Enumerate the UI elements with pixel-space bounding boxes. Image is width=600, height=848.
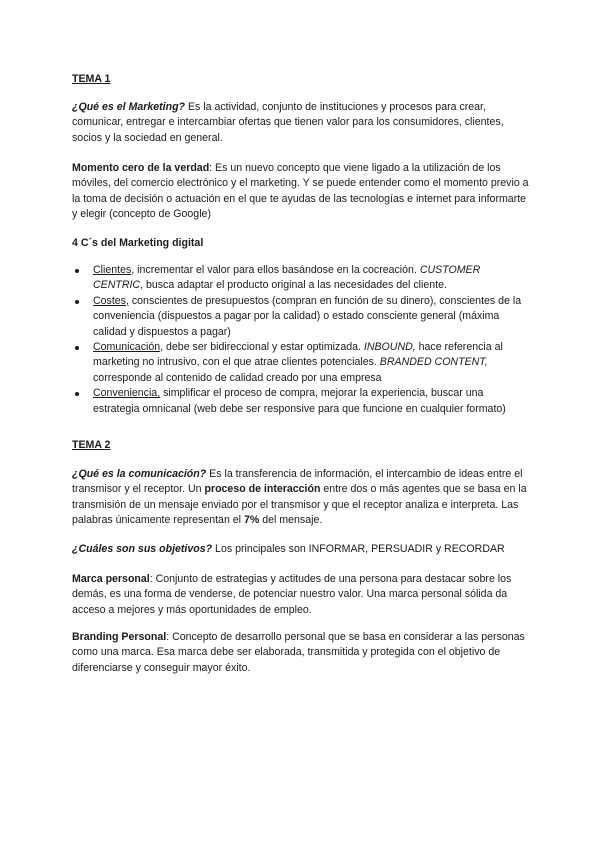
four-cs-heading: 4 C´s del Marketing digital bbox=[72, 237, 204, 249]
objetivos-text: Los principales son INFORMAR, PERSUADIR y RECORDAR bbox=[212, 543, 505, 555]
tema2-heading: TEMA 2 bbox=[72, 439, 111, 451]
term-clientes: Clientes bbox=[93, 264, 132, 276]
branding-personal-text: : Concepto de desarrollo personal que se basa en considerar a las personas como una marca. Esa marca debe ser elaborada, transmitida y protegida con el objetivo de diferenciarse y conseguir mayor éxito. bbox=[72, 631, 525, 674]
term-comunicacion: Comunicación bbox=[93, 341, 161, 354]
comunicacion-label: ¿Qué es la comunicación? bbox=[72, 468, 207, 480]
list-item-comunicacion: Comunicación, debe ser bidireccional y estar optimizada. INBOUND, hace referencia al marketing no intrusivo, con el que atrae clientes potenciales. BRANDED CONTENT, corresponde al contenido de calidad creado por una empresa bbox=[72, 340, 530, 386]
branding-personal-paragraph bbox=[72, 630, 530, 676]
tema1-heading: TEMA 1 bbox=[72, 73, 111, 85]
momento-cero-paragraph bbox=[72, 161, 530, 223]
comunicacion-definition: ¿Qué es la comunicación? Es la transferencia de información, el intercambio de ideas entre el transmisor y el receptor. Un proceso de interacción entre dos o más agentes que se basa en la transmisión de un mensaje enviado por el transmisor y que el receptor analiza e interpreta. Las palabras únicamente representan el 7% del mensaje. bbox=[72, 468, 527, 527]
list-item-costes: Costes, conscientes de presupuestos (compran en función de su dinero), conscientes de la conveniencia (dispuestos a pagar por la calidad) o estado consciente general (máxima calidad y dispuestos a pagar) bbox=[72, 294, 530, 340]
branded-content-term: BRANDED CONTENT, bbox=[379, 356, 488, 369]
marketing-definition-label: ¿Qué es el Marketing? bbox=[72, 101, 186, 113]
term-conveniencia: Conveniencia, bbox=[93, 387, 161, 400]
list-item-clientes: Clientes, incrementar el valor para ellos basándose en la cocreación. CUSTOMER CENTRIC, busca adaptar el producto original a las necesidades del cliente. bbox=[72, 263, 530, 294]
branding-personal-label: Branding Personal bbox=[72, 631, 167, 643]
momento-cero-text: : Es un nuevo concepto que viene ligado a la utilización de los móviles, del comercio electrónico y el marketing. Y se puede entender como el momento previo a la toma de decisión o actuación en el que te ayudas de las tecnologías e internet para informarte y elegir (concepto de Google) bbox=[72, 162, 529, 221]
objetivos-label: ¿Cuáles son sus objetivos? bbox=[72, 543, 213, 555]
marketing-definition bbox=[72, 100, 530, 146]
list-item-conveniencia: Conveniencia, simplificar el proceso de compra, mejorar la experiencia, buscar una estrategia omnicanal (web debe ser responsive para que funcione en cualquier formato) bbox=[72, 386, 530, 417]
marketing-definition-text: Es la actividad, conjunto de instituciones y procesos para crear, comunicar, entregar e intercambiar ofertas que tienen valor para los consumidores, clientes, socios y la sociedad en general. bbox=[72, 101, 504, 144]
proceso-interaccion-term: proceso de interacción bbox=[204, 483, 321, 496]
momento-cero-label: Momento cero de la verdad bbox=[72, 162, 210, 174]
marca-personal-label: Marca personal bbox=[72, 573, 150, 585]
seven-percent-value: 7% bbox=[243, 514, 260, 527]
marca-personal-text: : Conjunto de estrategias y actitudes de una persona para destacar sobre los demás, es una forma de venderse, de potenciar nuestro valor. Una marca personal sólida da acceso a mejores y más oportunidades de empleo. bbox=[72, 573, 512, 616]
term-costes: Costes, bbox=[93, 294, 129, 307]
objetivos-paragraph bbox=[72, 542, 530, 557]
four-cs-list bbox=[72, 263, 530, 417]
inbound-term: INBOUND, bbox=[363, 341, 416, 354]
marca-personal-paragraph bbox=[72, 572, 530, 618]
customer-centric-term: CUSTOMER CENTRIC bbox=[93, 264, 481, 292]
